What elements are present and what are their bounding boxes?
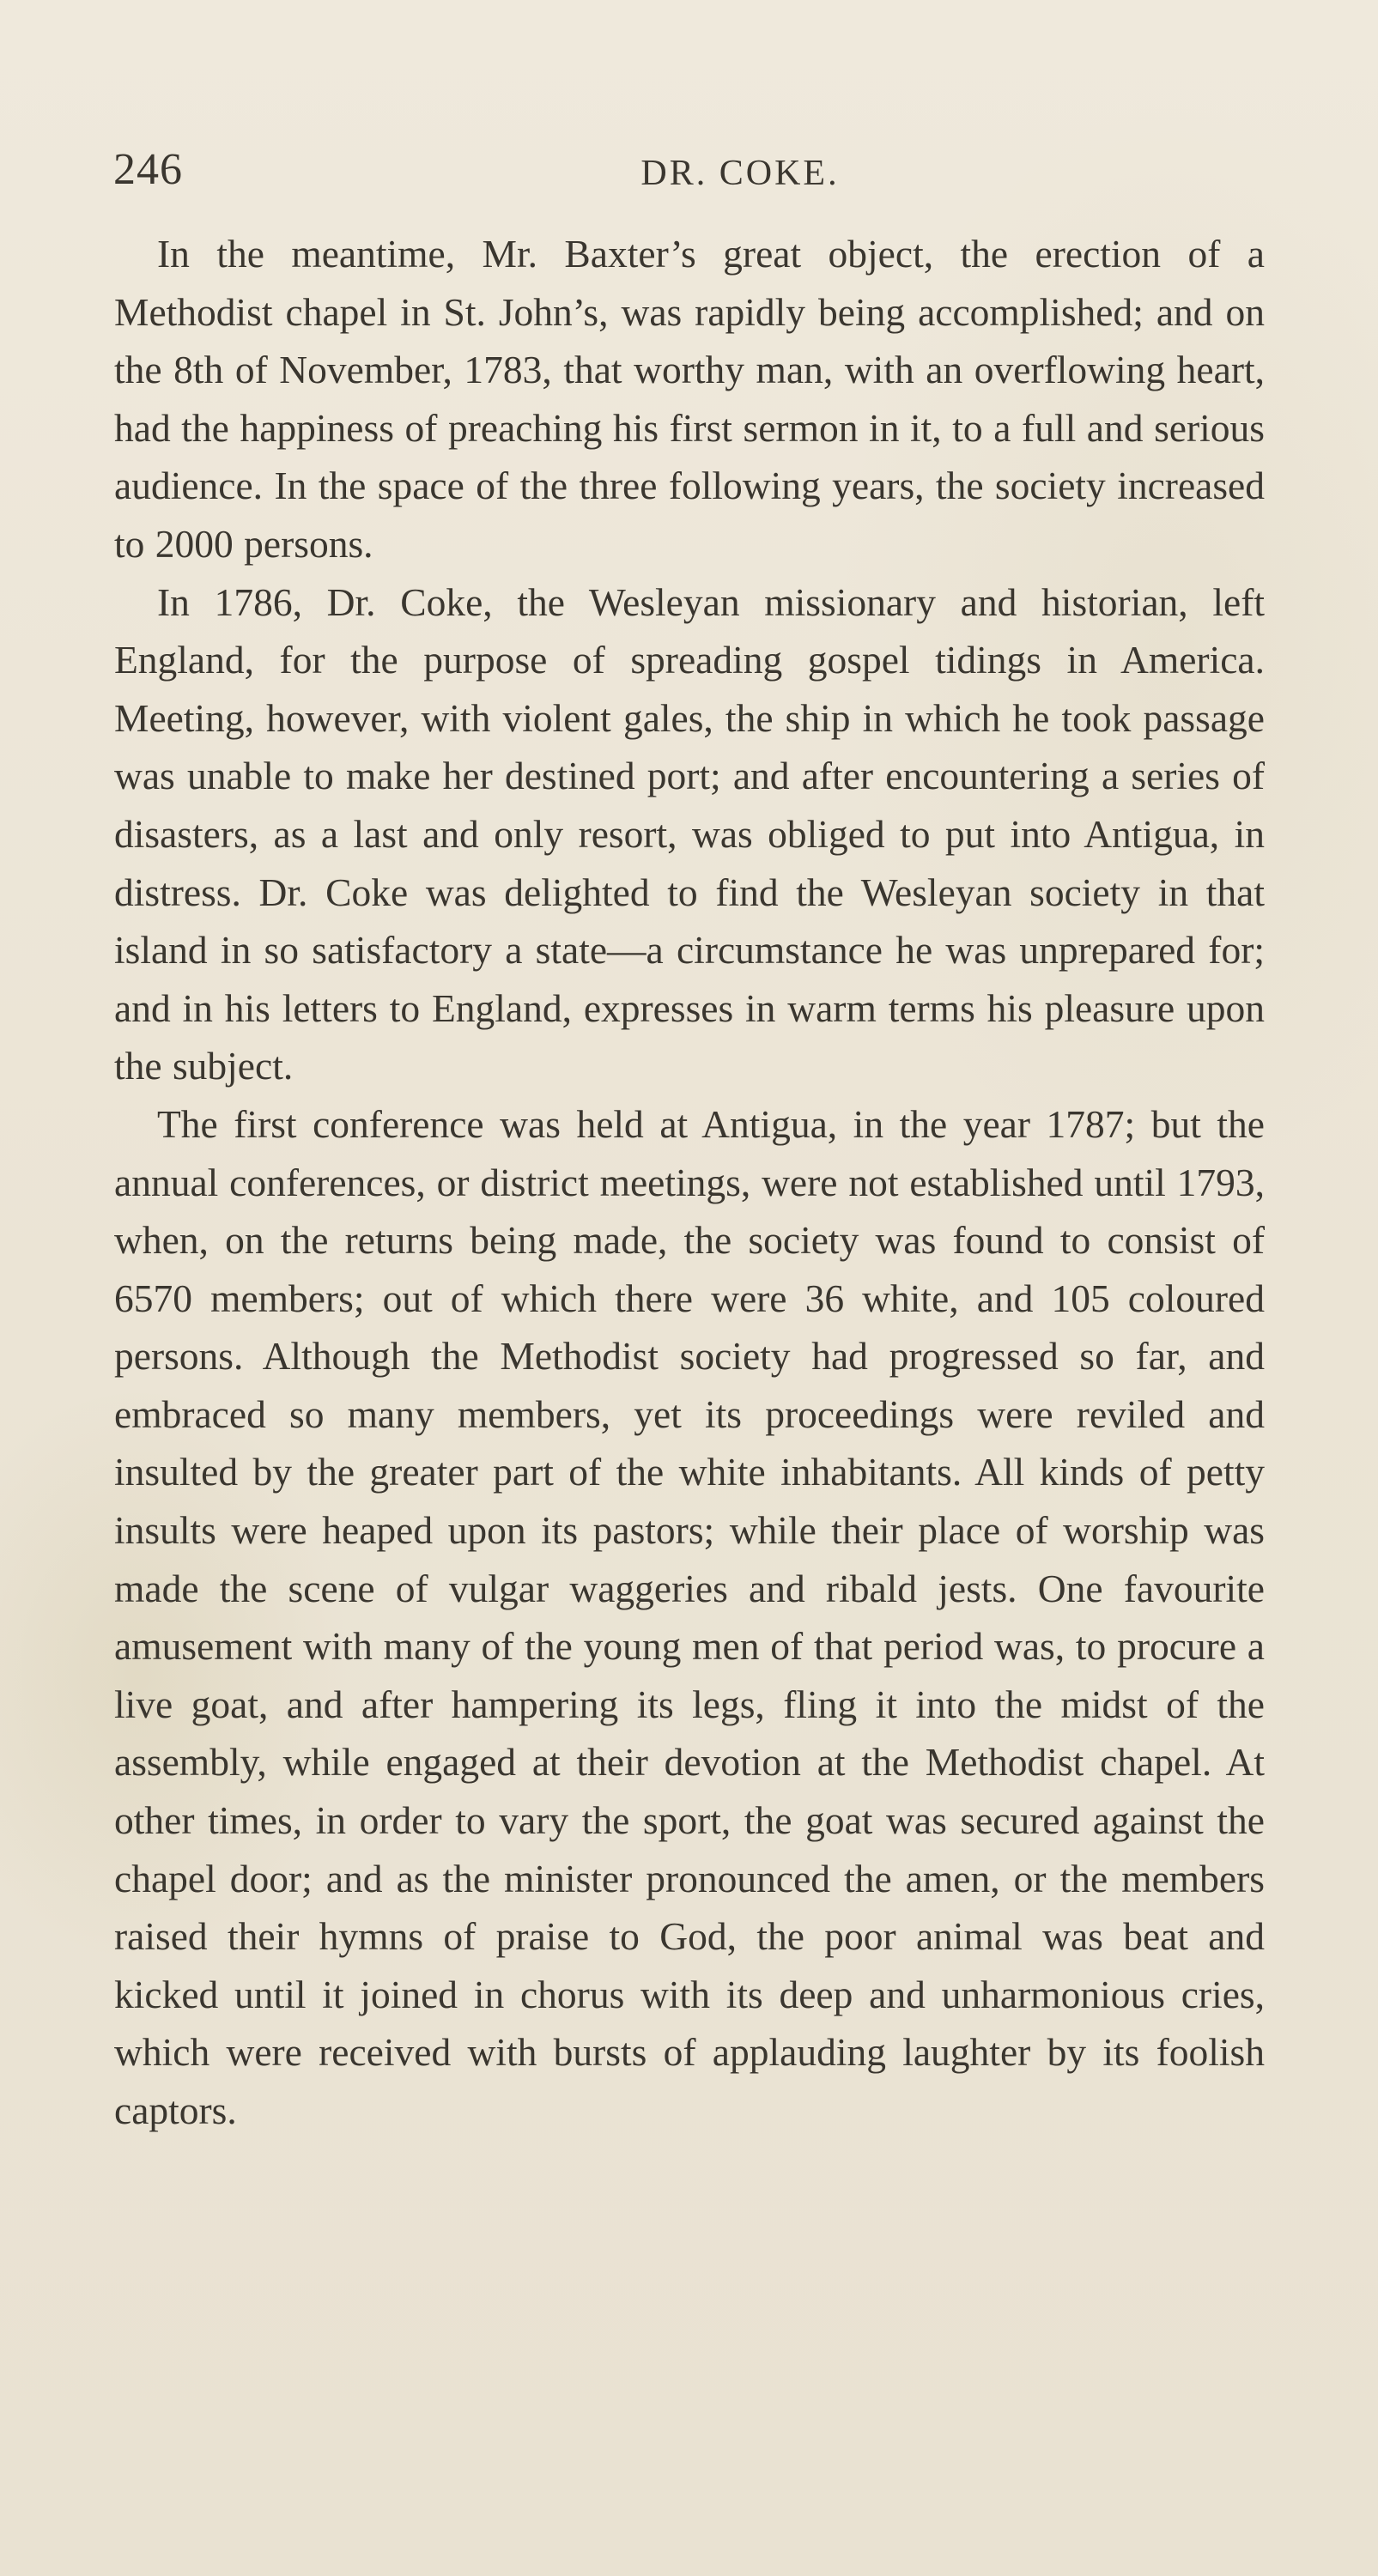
page-header (113, 144, 1264, 204)
paragraph-first-conference: The first conference was held at Antigua, in the year 1787; but the annual conferences, or district meetings, were not established until 1793, when, on the returns being made, the society was found to consist of 6570 members; out of which there were 36 white, and 105 coloured persons. Although the Methodist society had progressed so far, and embraced so many members, yet its proceedings were reviled and insulted by the greater part of the white inhabitants. All kinds of petty insults were heaped upon its pastors; while their place of worship was made the scene of vulgar waggeries and ribald jests. One favourite amusement with many of the young men of that period was, to procure a live goat, and after hampering its legs, fling it into the midst of the assembly, while engaged at their devotion at the Methodist chapel. At other times, in order to vary the sport, the goat was secured against the chapel door; and as the minister pronounced the amen, or the members raised their hymns of praise to God, the poor animal was beat and kicked until it joined in chorus with its deep and unharmonious cries, which were received with bursts of applauding laughter by its foolish captors. (114, 1101, 1265, 2132)
running-head: DR. COKE. (640, 154, 840, 193)
body-text (114, 225, 1265, 2140)
paragraph-coke-arrival: In 1786, Dr. Coke, the Wesleyan missionary and historian, left England, for the purpose of spreading gospel tidings in America. Meeting, however, with violent gales, the ship in which he took passage was unable to make her destined port; and after encountering a series of disasters, as a last and only resort, was obliged to put into Antigua, in distress. Dr. Coke was delighted to find the Wesleyan society in that island in so satisfactory a state—a circumstance he was unprepared for; and in his letters to England, expresses in warm terms his pleasure upon the subject. (114, 579, 1265, 1088)
paragraph-baxter-chapel: In the meantime, Mr. Baxter’s great object, the erection of a Methodist chapel in St. John’s, was rapidly being accomplished; and on the 8th of November, 1783, that worthy man, with an overflowing heart, had the happiness of preaching his first sermon in it, to a full and serious audience. In the space of the three following years, the society increased to 2000 persons. (114, 232, 1265, 566)
page-number: 246 (113, 145, 183, 194)
